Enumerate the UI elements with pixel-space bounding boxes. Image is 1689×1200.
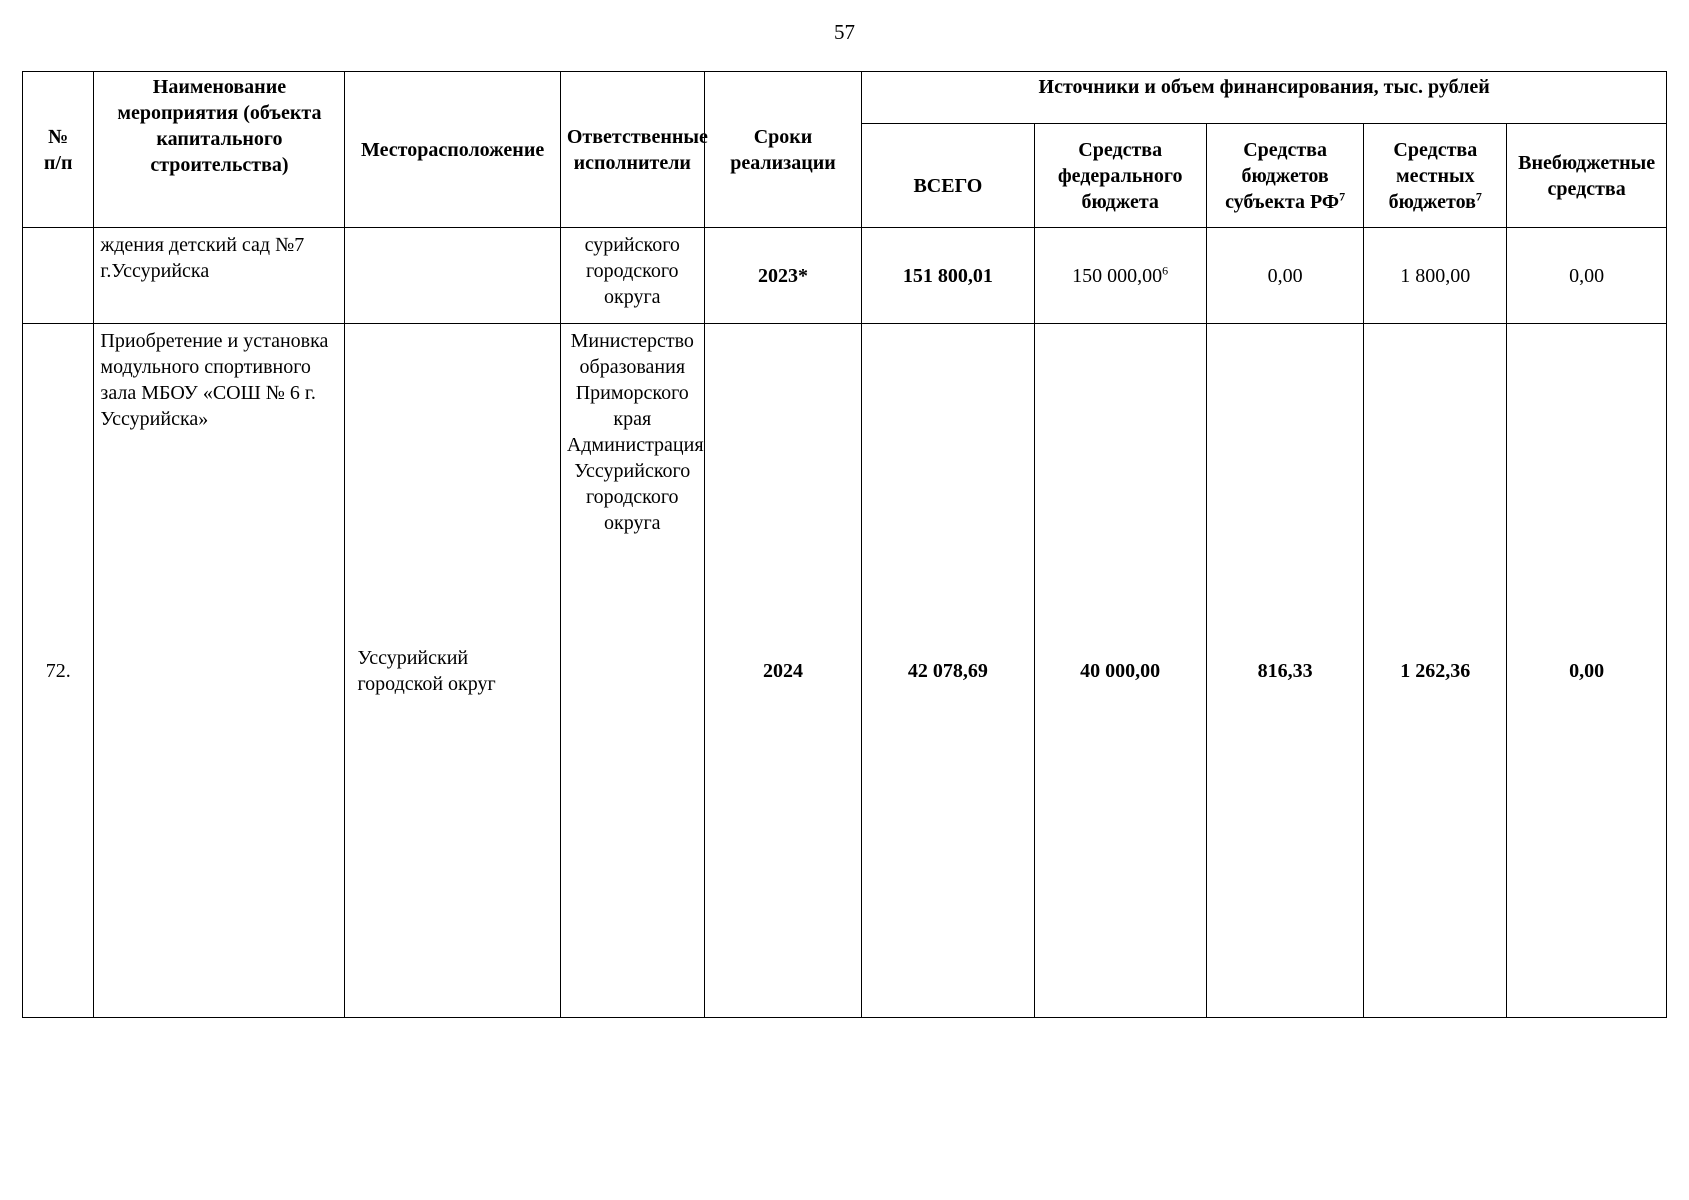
cell-local: 1 262,36: [1364, 324, 1507, 1018]
cell-subject: 0,00: [1206, 228, 1364, 324]
cell-offbudget: 0,00: [1507, 228, 1667, 324]
cell-terms: 2024: [704, 324, 862, 1018]
cell-name: ждения детский сад №7 г.Уссурийска: [94, 228, 345, 324]
header-local: [1364, 124, 1507, 228]
table-row: [23, 324, 1667, 1018]
header-subject-footnote: 7: [1339, 188, 1346, 203]
cell-total: 151 800,01: [862, 228, 1034, 324]
cell-name: Приобретение и установка модульного спортивного зала МБОУ «СОШ № 6 г. Уссурийска»: [94, 324, 345, 1018]
cell-num: [23, 228, 94, 324]
header-subject-text: Средства бюджетов субъекта РФ: [1225, 138, 1340, 213]
header-local-text: Средства местных бюджетов: [1388, 138, 1478, 213]
header-local-footnote: 7: [1475, 188, 1482, 203]
cell-subject: 816,33: [1206, 324, 1364, 1018]
table-row: [23, 228, 1667, 324]
header-row-1: [23, 72, 1667, 124]
header-name: Наименование мероприятия (объекта капитального строительства): [94, 72, 345, 228]
header-subject: [1206, 124, 1364, 228]
header-responsible: Ответственные исполнители: [560, 72, 704, 228]
financing-table: [22, 71, 1667, 1018]
cell-local: 1 800,00: [1364, 228, 1507, 324]
cell-offbudget: 0,00: [1507, 324, 1667, 1018]
cell-location: Уссурийский городской округ: [345, 324, 560, 1018]
cell-location: [345, 228, 560, 324]
header-num-text: № п/п: [43, 125, 73, 174]
header-total: ВСЕГО: [862, 124, 1034, 228]
header-location: Месторасположение: [345, 72, 560, 228]
cell-responsible: Министерство образования Приморского края Администрация Уссурийского городского округа: [560, 324, 704, 1018]
cell-federal-value: 150 000,00: [1072, 264, 1163, 287]
cell-responsible: сурийского городского округа: [560, 228, 704, 324]
header-offbudget: Внебюджетные средства: [1507, 124, 1667, 228]
header-num: [23, 72, 94, 228]
header-terms: Сроки реализации: [704, 72, 862, 228]
cell-federal: 40 000,00: [1034, 324, 1206, 1018]
cell-federal: [1034, 228, 1206, 324]
header-federal: Средства федерального бюджета: [1034, 124, 1206, 228]
page-number: 57: [834, 20, 855, 44]
cell-total: 42 078,69: [862, 324, 1034, 1018]
cell-num: 72.: [23, 324, 94, 1018]
cell-terms: 2023*: [704, 228, 862, 324]
cell-federal-footnote: 6: [1162, 262, 1169, 277]
header-sources: Источники и объем финансирования, тыс. рублей: [862, 72, 1667, 124]
